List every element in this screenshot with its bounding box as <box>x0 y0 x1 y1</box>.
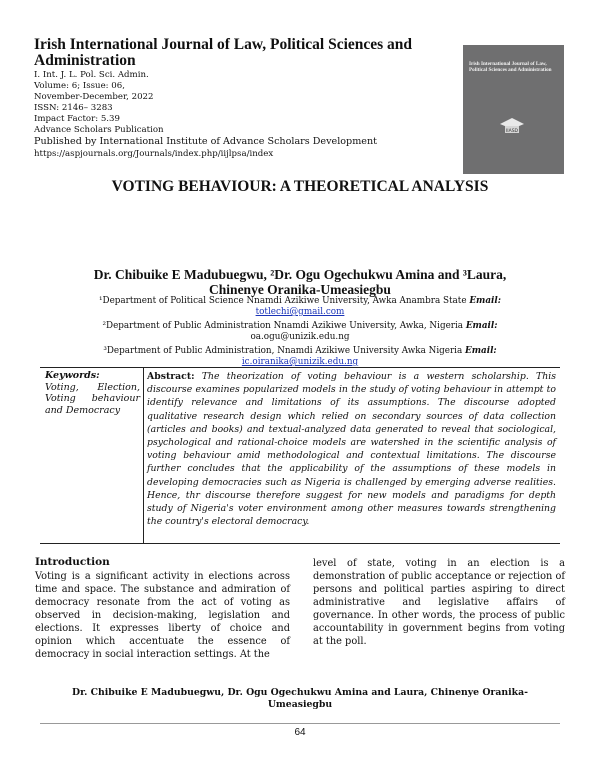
footer-authors: Dr. Chibuike E Madubuegwu, Dr. Ogu Ogechukwu Amina and Laura, Chinenye Oranika- Umeasiegbu <box>72 687 528 710</box>
affiliation-1: ¹Department of Political Science Nnamdi Azikiwe University, Awka Anambra State Email: totlechi@gmail.com <box>98 296 501 317</box>
email-link-3[interactable]: ic.oiranika@unizik.edu.ng <box>241 357 359 367</box>
journal-period: November-December, 2022 <box>34 92 154 102</box>
page-number: 64 <box>294 727 306 738</box>
authors-line-1: Dr. Chibuike E Madubuegwu, ²Dr. Ogu Ogechukwu Amina and ³Laura, <box>93 267 507 282</box>
authors <box>40 267 560 297</box>
journal-url[interactable]: https://aspjournals.org/Journals/index.php/iijlpsa/index <box>34 149 274 159</box>
email-link-1[interactable]: totlechi@gmail.com <box>255 307 345 317</box>
abstract-cell <box>147 370 556 528</box>
keywords-cell <box>45 370 140 416</box>
keywords-text: Voting, Election, Voting behaviour and Democracy <box>45 381 140 416</box>
article-title: VOTING BEHAVIOUR: A THEORETICAL ANALYSIS <box>111 178 489 195</box>
journal-published-by: Published by International Institute of Advance Scholars Development <box>34 136 377 147</box>
cover-logo-icon <box>499 117 525 139</box>
journal-issn: ISSN: 2146– 3283 <box>34 103 113 113</box>
abstract-label: Abstract: <box>147 371 195 382</box>
abstract-table <box>40 367 560 544</box>
authors-line-2: Chinenye Oranika-Umeasiegbu <box>209 282 391 297</box>
table-divider <box>143 368 144 543</box>
cover-logo-text: IIASD <box>505 129 519 134</box>
cover-title: Irish International Journal of Law, Political Sciences and Administration <box>469 61 552 74</box>
journal-cover-image <box>463 45 564 174</box>
email-2: oa.ogu@unizik.edu.ng <box>250 332 350 342</box>
keywords-label: Keywords: <box>45 370 100 381</box>
footer-divider <box>40 723 560 724</box>
journal-abbrev: I. Int. J. L. Pol. Sci. Admin. <box>34 70 149 80</box>
journal-title: Irish International Journal of Law, Political Sciences and Administration <box>34 36 413 69</box>
introduction-heading: Introduction <box>35 556 110 568</box>
affiliation-2: ²Department of Public Administration Nnamdi Azikiwe University, Awka, Nigeria Email: oa.ogu@unizik.edu.ng <box>102 321 498 342</box>
journal-volume: Volume: 6; Issue: 06, <box>34 81 125 91</box>
affiliation-3: ³Department of Public Administration, Nnamdi Azikiwe University Awka Nigeria Email: ic.oiranika@unizik.edu.ng <box>103 346 497 367</box>
introduction-column-left: Voting is a significant activity in elections across time and space. The substance and admiration of democracy resonate from the act of voting as observed in decision-making, legislation and elections. It expresses liberty of choice and opinion which accentuate the essence of democracy in social interaction settings. At the <box>35 571 290 660</box>
introduction-column-right: level of state, voting in an election is a demonstration of public acceptance or rejection of persons and political parties aspiring to direct administrative and legislative affairs of governance. In other words, the process of public accountability in government begins from voting at the poll. <box>313 558 565 647</box>
journal-publisher: Advance Scholars Publication <box>34 125 164 135</box>
journal-impact-factor: Impact Factor: 5.39 <box>34 114 120 124</box>
abstract-text: The theorization of voting behaviour is a western scholarship. This discourse examines popularized models in the study of voting behaviour in attempt to identify relevance and limitations of its assumptions. The discourse adopted qualitative research design which relied on secondary sources of data collection (articles and books) and textual-analyzed data generated to reveal that sociological, psychological and rational-choice models are watershed in the scientific analysis of voting behaviour amid methodological and contextual limitations. The discourse further concludes that the applicability of the assumptions of these models in developing democracies such as Nigeria is challenged by emerging adverse realities. Hence, thr discourse therefore suggest for new models and paradigms for depth study of Nigeria's voter environment among other measures towards strengthening the country's electoral democracy. <box>147 371 556 528</box>
